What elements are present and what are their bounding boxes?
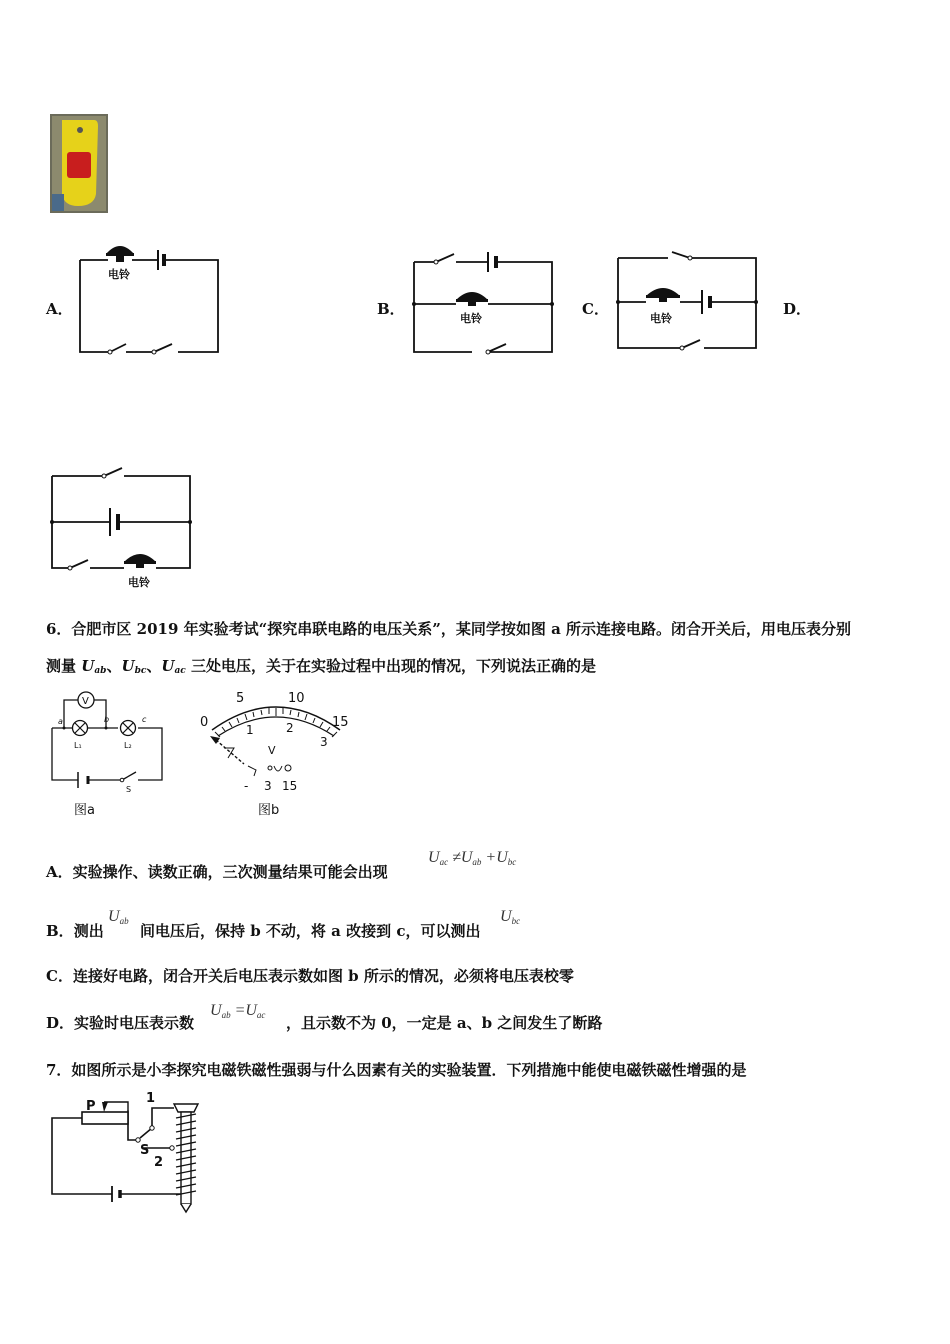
q5-circuit-b: [406, 240, 558, 362]
bell-label-c: 电铃: [650, 312, 672, 325]
q7-stem: 7．如图所示是小李探究电磁铁磁性强弱与什么因素有关的实验装置．下列措施中能使电磁铁磁性增强的是: [46, 1061, 747, 1079]
q6-stem-line2-pre: 测量: [46, 657, 82, 675]
fig-a-b: b: [104, 715, 110, 724]
fig-b-unit: V: [268, 744, 276, 757]
fig-a-l1: L₁: [74, 741, 82, 750]
fig-a-c: c: [142, 715, 147, 724]
fig-b-top-0: 0: [200, 715, 209, 730]
q6-option-a: [46, 862, 388, 882]
bell-label-d: 电铃: [128, 576, 150, 589]
fig-b-bot-1: 1: [246, 723, 254, 737]
q7-label-2: 2: [154, 1155, 164, 1170]
bell-label-a: 电铃: [108, 268, 130, 281]
q5-circuit-d: [44, 460, 200, 590]
q6-option-b-1: [46, 921, 104, 941]
doorbell-photo: [50, 114, 108, 213]
fig-b-bot-3: 3: [320, 735, 328, 749]
q6-figure-a: [44, 688, 170, 820]
q6-option-c-label: C．: [46, 967, 73, 985]
fig-a-caption: 图a: [74, 803, 95, 818]
q6-option-b-text2: 间电压后，保持 b 不动，将 a 改接到 c，可以测出: [140, 922, 481, 940]
q6-option-a-formula: $U_{ac} \ne U_{ab} +U_{bc}$: [428, 849, 517, 867]
fig-b-caption: 图b: [258, 803, 280, 818]
q6-stem-line1: 6．合肥市区 2019 年实验考试“探究串联电路的电压关系”，某同学按如图 a 所示连接电路。闭合开关后，用电压表分别: [46, 620, 852, 638]
q7-label-s: S: [140, 1143, 150, 1158]
q5-option-c-label: C．: [582, 300, 609, 318]
q6-option-b-formula1: $U_{ab}$: [108, 908, 129, 926]
q6-option-c: [46, 966, 574, 986]
q7-figure: [44, 1090, 214, 1220]
q7-label-1: 1: [146, 1091, 156, 1106]
q6-stem-line2: 测量 Uab、Ubc、Uac 三处电压，关于在实验过程中出现的情况，下列说法正确的是: [46, 657, 596, 676]
fig-b-term-15: 15: [282, 779, 298, 793]
fig-b-top-5: 5: [236, 691, 245, 706]
fig-a-s: S: [126, 785, 132, 794]
q6-option-b-text1: 测出: [73, 922, 104, 940]
fig-a-l2: L₂: [124, 741, 132, 750]
fig-b-top-15: 15: [332, 715, 349, 730]
fig-b-term-3: 3: [264, 779, 272, 793]
fig-a-meter-label: V: [82, 696, 89, 707]
q6-option-a-text: 实验操作、读数正确，三次测量结果可能会出现: [72, 863, 388, 881]
q6-option-d-label: D．: [46, 1014, 75, 1032]
q6-stem-line2-post: 三处电压，关于在实验过程中出现的情况，下列说法正确的是: [185, 657, 596, 675]
fig-b-bot-2: 2: [286, 721, 294, 735]
q6-option-a-label: A．: [46, 863, 73, 881]
q7-label-p: P: [86, 1099, 96, 1114]
fig-b-term-minus: -: [244, 779, 249, 793]
q6-option-d-text1: 实验时电压表示数: [74, 1014, 195, 1032]
q6-option-b-formula2: $U_{bc}$: [500, 908, 521, 926]
q5-option-d-label: D．: [783, 300, 812, 318]
q6-option-b-label: B．: [46, 922, 74, 940]
bell-label-b: 电铃: [460, 312, 482, 325]
fig-b-top-10: 10: [288, 691, 305, 706]
q6-option-d: [46, 1013, 194, 1033]
q6-option-d-formula: $U_{ab} =U_{ac}$: [210, 1002, 266, 1020]
q5-option-b-label: B．: [377, 300, 405, 318]
fig-a-a: a: [58, 717, 63, 726]
q6-option-d-text2: ，且示数不为 0，一定是 a、b 之间发生了断路: [286, 1014, 603, 1032]
q5-circuit-a: [72, 236, 228, 360]
q6-figure-b: [194, 686, 358, 820]
q6-option-c-text: 连接好电路，闭合开关后电压表示数如图 b 所示的情况，必须将电压表校零: [72, 967, 574, 985]
q5-circuit-c: [610, 240, 762, 358]
q5-option-a-label: A．: [46, 300, 73, 318]
